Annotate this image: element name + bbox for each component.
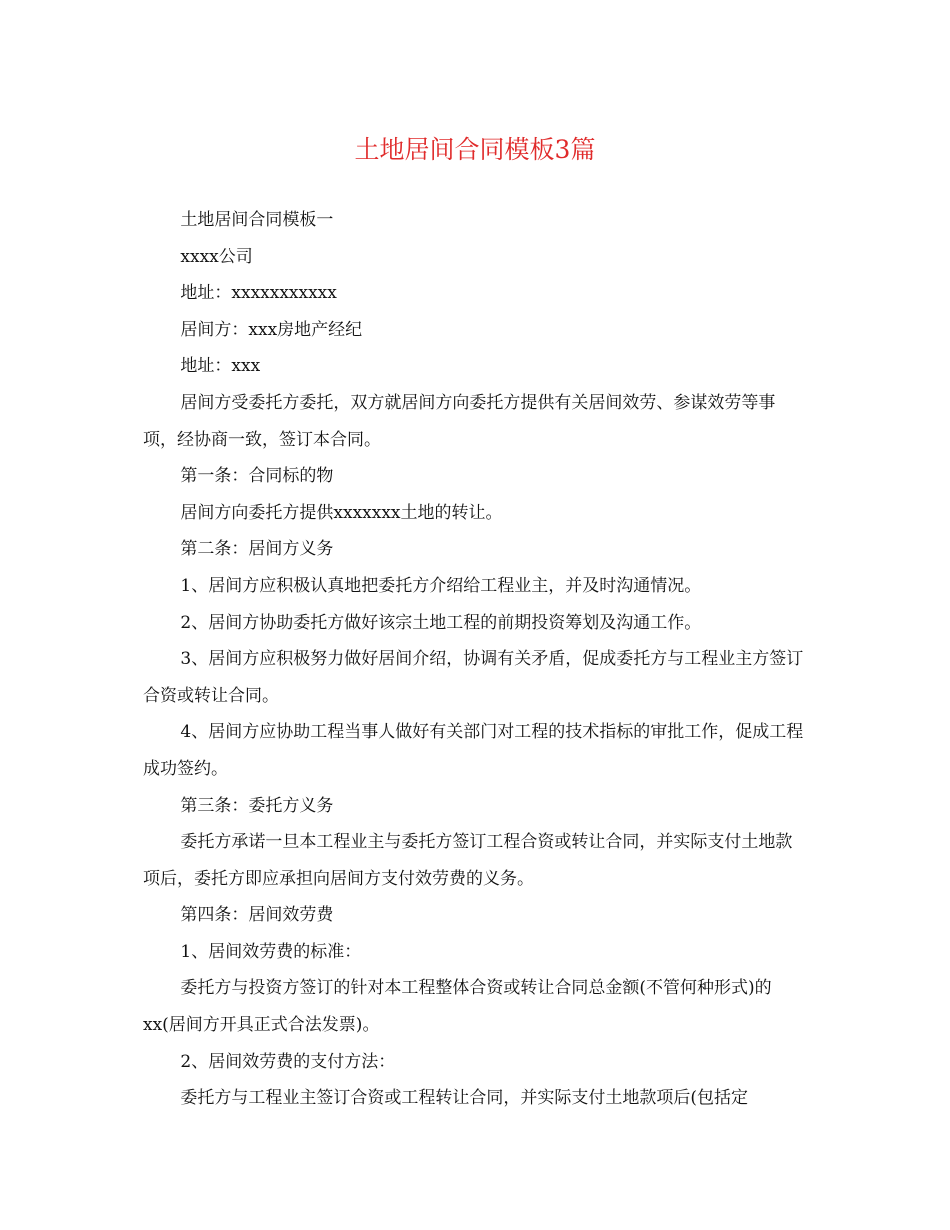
paragraph: 1、居间方应积极认真地把委托方介绍给工程业主，并及时沟通情况。: [180, 575, 702, 596]
paragraph: 3、居间方应积极努力做好居间介绍，协调有关矛盾，促成委托方与工程业主方签订合资或转让合同。: [143, 649, 804, 706]
paragraph: 地址：xxx: [180, 356, 261, 377]
document-title: 土地居间合同模板3篇: [354, 135, 596, 164]
paragraph: 居间方：xxx房地产经纪: [180, 319, 363, 340]
paragraph: 1、居间效劳费的标准：: [180, 941, 362, 962]
paragraph: 委托方与工程业主签订合资或工程转让合同，并实际支付土地款项后(包括定: [180, 1088, 749, 1109]
paragraph: 居间方向委托方提供xxxxxxx土地的转让。: [180, 502, 503, 523]
paragraph: 4、居间方应协助工程当事人做好有关部门对工程的技术指标的审批工作，促成工程成功签约。: [143, 722, 804, 779]
paragraph: 委托方承诺一旦本工程业主与委托方签订工程合资或转让合同，并实际支付土地款项后，委托方即应承担向居间方支付效劳费的义务。: [143, 832, 793, 889]
paragraph: 2、居间方协助委托方做好该宗土地工程的前期投资筹划及沟通工作。: [180, 612, 702, 633]
document-body: [143, 202, 809, 1117]
paragraph: xxxx公司: [180, 246, 253, 267]
paragraph: 委托方与投资方签订的针对本工程整体合资或转让合同总金额(不管何种形式)的xx(居间方开具正式合法发票)。: [143, 978, 772, 1036]
paragraph: 地址：xxxxxxxxxxx: [180, 283, 337, 304]
paragraph: 第三条：委托方义务: [180, 795, 334, 816]
paragraph: 土地居间合同模板一: [180, 210, 334, 230]
paragraph: 居间方受委托方委托，双方就居间方向委托方提供有关居间效劳、参谋效劳等事项，经协商一致，签订本合同。: [143, 392, 776, 450]
paragraph: 第一条：合同标的物: [180, 466, 334, 487]
paragraph: 第二条：居间方义务: [180, 539, 334, 560]
paragraph: 第四条：居间效劳费: [180, 905, 334, 926]
paragraph: 2、居间效劳费的支付方法：: [180, 1051, 396, 1072]
